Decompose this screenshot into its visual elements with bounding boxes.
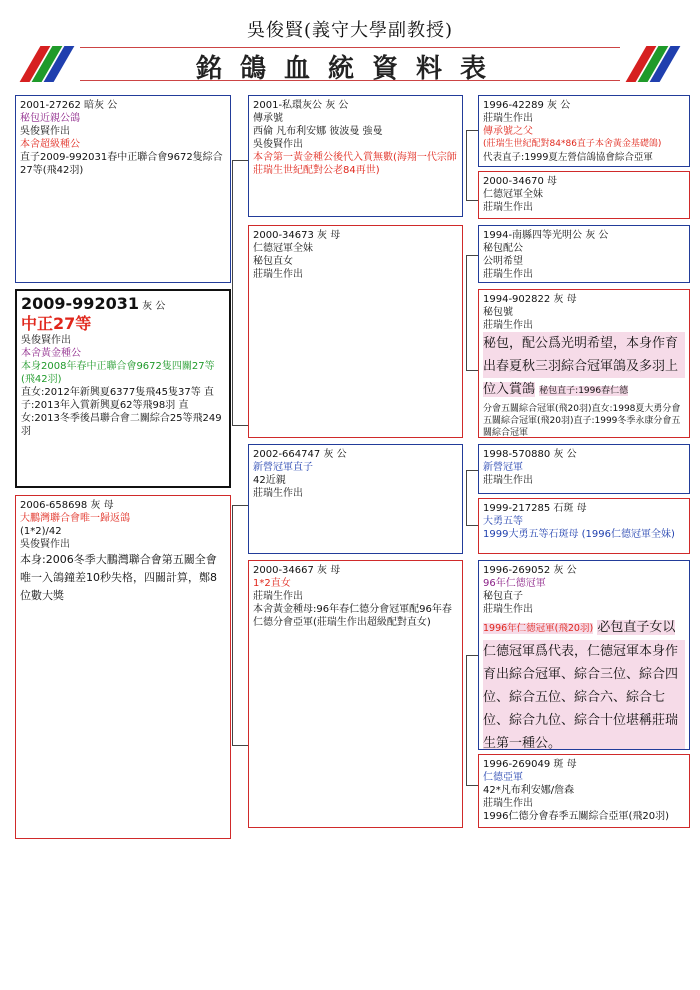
id-line: 1996-42289 灰 公 (483, 100, 571, 111)
connector (232, 745, 248, 746)
connector (466, 255, 467, 370)
connector (466, 130, 467, 200)
connector (466, 655, 478, 656)
highlight-note: 1996年仁德冠軍(飛20羽) (483, 623, 594, 634)
pigeon-name: 仁德亞軍 (483, 772, 523, 783)
connector (466, 255, 478, 256)
ring-info: (1*2)/42 (20, 526, 62, 537)
breeder: 吳俊賢作出 (20, 539, 70, 550)
note: 代表直子:1999夏左營信鴿協會綜合亞軍 (483, 152, 653, 163)
note: 本舍黃金種母:96年春仁德分會冠軍配96年春仁德分會亞軍(莊瑞生作出超級配對直女) (253, 604, 452, 628)
highlight-note: 秘包直子:1996春仁德 (539, 386, 629, 396)
connector (466, 785, 478, 786)
g4-box-6 (478, 498, 690, 554)
connector (466, 200, 478, 201)
pigeon-name: 新營冠軍 (483, 462, 523, 473)
id-line: 1998-570880 灰 公 (483, 449, 577, 460)
highlight-note: 位入賞鴿 (483, 382, 536, 397)
note: 分會五關綜合冠軍(飛20羽)直女:1998夏大勇分會五關綜合冠軍(飛20羽)直子:1999冬季永康分會五關綜合冠軍 (483, 404, 681, 438)
owner-name: 吳俊賢(義守大學副教授) (246, 20, 454, 41)
note: (莊瑞生世紀配對84*86直子本舍黃金基礎鴿) (483, 139, 662, 149)
id-line: 1996-269052 灰 公 (483, 565, 577, 576)
highlight-note: 秘包，配公爲光明希望，本身作育 (483, 332, 685, 355)
breeder: 莊瑞生作出 (483, 269, 533, 280)
breeder: 莊瑞生作出 (483, 113, 533, 124)
pigeon-name: 大鵬灣聯合會唯一歸返鴿 (20, 513, 130, 524)
subject-sex: 灰 公 (142, 301, 166, 312)
highlight-note: 生第一種公。 (483, 732, 685, 750)
connector (466, 370, 478, 371)
id-line: 2000-34670 母 (483, 176, 558, 187)
highlight-note-row (483, 616, 685, 640)
id-line: 1996-269049 斑 母 (483, 759, 577, 770)
id-line: 1999-217285 石斑 母 (483, 503, 587, 514)
id-line: 2001-27262 暗灰 公 (20, 100, 118, 111)
connector (466, 470, 467, 525)
connector (232, 425, 248, 426)
pigeon-name: 仁德冠軍全妹 (483, 189, 543, 200)
highlight-note: 出春夏秋三羽綜合冠軍鴿及多羽上 (483, 355, 685, 378)
subject-title: 中正27等 (21, 314, 92, 333)
breeder: 莊瑞生作出 (253, 591, 303, 602)
id-line: 1994-902822 灰 母 (483, 294, 577, 305)
sub-title: 42近親 (253, 475, 286, 486)
note: 本舍黃金種公 (21, 348, 81, 359)
g4-box-7 (478, 560, 690, 750)
note: 1999大勇五等石斑母 (1996仁德冠軍全妹) (483, 529, 675, 540)
highlight-note: 位、綜合五位、綜合六、綜合七 (483, 686, 685, 709)
note: 本舍超級種公 (20, 139, 80, 150)
highlight-note: 育出綜合冠軍、綜合三位、綜合四 (483, 663, 685, 686)
pigeon-name: 秘包號 (483, 307, 513, 318)
id-line: 2002-664747 灰 公 (253, 449, 347, 460)
note: 直子2009-992031春中正聯合會9672隻綜合27等(飛42羽) (20, 152, 223, 176)
highlight-note: 仁德冠軍爲代表，仁德冠軍本身作 (483, 640, 685, 663)
id-line: 2000-34667 灰 母 (253, 565, 341, 576)
pigeon-name: 1*2直女 (253, 578, 291, 589)
pigeon-name: 新營冠軍直子 (253, 462, 313, 473)
note: 1996仁德分會春季五關綜合亞軍(飛20羽) (483, 811, 669, 822)
g3-box-2 (248, 225, 463, 438)
sub-title: 秘包直女 (253, 256, 293, 267)
g3-box-1 (248, 95, 463, 217)
g4-box-1 (478, 95, 690, 167)
pigeon-name: 大勇五等 (483, 516, 523, 527)
g4-box-2 (478, 171, 690, 219)
g4-box-8 (478, 754, 690, 828)
note: 直女:2012年新興夏6377隻飛45隻37等 直子:2013年入賞新興夏62等飛98羽 直女:2013冬季後昌聯合會二關綜合25等飛249羽 (21, 387, 222, 437)
breeder: 莊瑞生作出 (483, 320, 533, 331)
breeder: 莊瑞生作出 (483, 798, 533, 809)
breeder: 莊瑞生作出 (483, 475, 533, 486)
pigeon-name: 傳承號 (253, 113, 283, 124)
id-line: 1994-南縣四等光明公 灰 公 (483, 230, 609, 241)
g4-box-4 (478, 289, 690, 438)
g3-box-4 (248, 560, 463, 828)
title-banner (0, 44, 700, 84)
id-line: 2000-34673 灰 母 (253, 230, 341, 241)
note: 本舍第一黃金種公後代入賞無數(海翔一代宗師莊瑞生世紀配對公老84再世) (253, 152, 457, 176)
note: 本身2008年春中正聯合會9672隻四關27等(飛42羽) (21, 361, 215, 385)
g3-box-3 (248, 444, 463, 554)
connector (466, 525, 478, 526)
connector (466, 655, 467, 785)
breeder: 莊瑞生作出 (253, 269, 303, 280)
connector (232, 160, 233, 425)
pigeon-name: 傳承號之父 (483, 126, 533, 137)
breeder: 吳俊賢作出 (253, 139, 303, 150)
sub-title: 42*凡布利安娜/詹森 (483, 785, 575, 796)
breeder: 莊瑞生作出 (253, 488, 303, 499)
sub-title: 公明希望 (483, 256, 523, 267)
pigeon-name: 仁德冠軍全妹 (253, 243, 313, 254)
dam-grandparent-box (15, 495, 231, 839)
subject-id-line (21, 294, 225, 314)
pigeon-name: 秘包配公 (483, 243, 523, 254)
highlight-note: 位、綜合九位、綜合十位堪稱莊瑞 (483, 709, 685, 732)
pigeon-name: 秘包近親公鴿 (20, 113, 80, 124)
subject-box (15, 289, 231, 488)
page-title: 銘鴿血統資料表 (195, 54, 504, 84)
highlight-note-row (483, 378, 685, 403)
connector (466, 130, 478, 131)
connector (232, 505, 248, 506)
g4-box-3 (478, 225, 690, 283)
highlight-note: 必包直子女以 (597, 620, 676, 635)
sire-grandparent-box (15, 95, 231, 283)
note: 本身:2006冬季大鵬灣聯合會第五關全會唯一入鴿鐘差10秒失格，四關計算，鄭8位數大獎 (20, 553, 217, 602)
connector (466, 470, 478, 471)
connector (232, 160, 248, 161)
sub-title: 秘包直子 (483, 591, 523, 602)
connector (232, 505, 233, 745)
g4-box-5 (478, 444, 690, 494)
breeder: 吳俊賢作出 (21, 335, 71, 346)
breeder: 吳俊賢作出 (20, 126, 70, 137)
id-line: 2006-658698 灰 母 (20, 500, 114, 511)
subject-id: 2009-992031 (21, 294, 139, 313)
id-line: 2001-私環灰公 灰 公 (253, 100, 349, 111)
lineage: 西倫 凡布利安娜 彼波曼 強曼 (253, 126, 383, 137)
breeder: 莊瑞生作出 (483, 604, 533, 615)
pigeon-name: 96年仁德冠軍 (483, 578, 546, 589)
breeder: 莊瑞生作出 (483, 202, 533, 213)
